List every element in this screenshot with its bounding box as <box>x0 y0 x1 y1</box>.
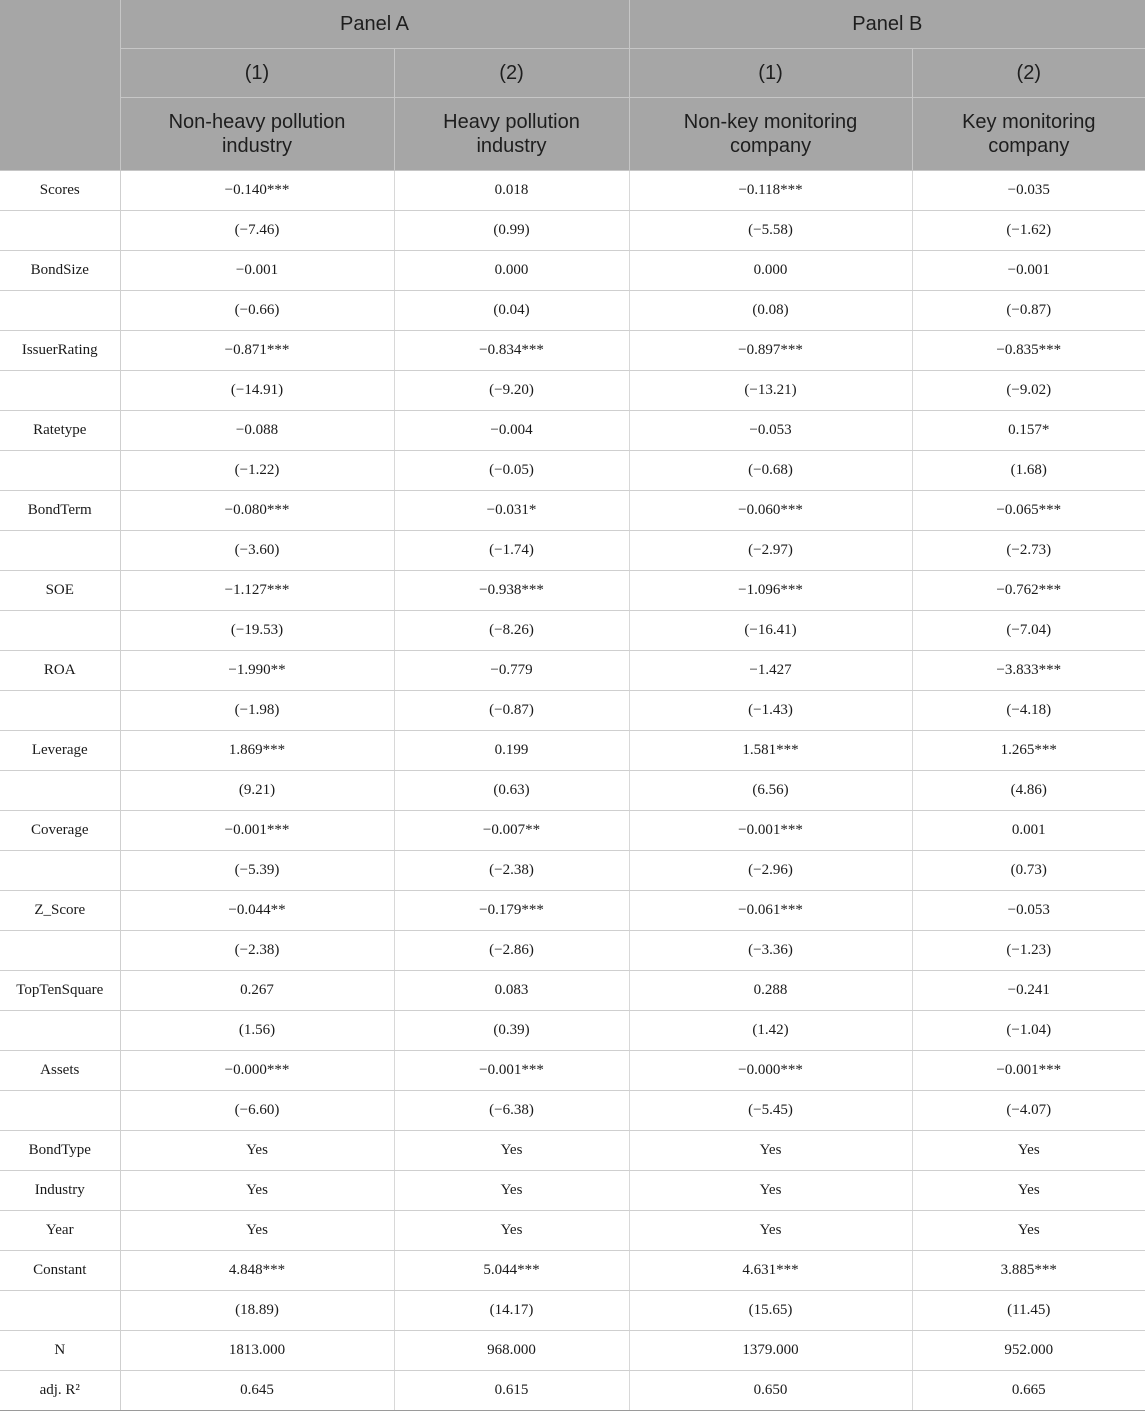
value-cell: Yes <box>394 1211 629 1251</box>
row-label <box>0 371 120 411</box>
value-cell: −0.035 <box>912 171 1145 211</box>
t-stat-cell: (14.17) <box>394 1291 629 1331</box>
t-stat-cell: (−1.23) <box>912 931 1145 971</box>
t-stat-cell: (−2.38) <box>394 851 629 891</box>
row-label <box>0 1291 120 1331</box>
value-cell: −0.060*** <box>629 491 912 531</box>
row-label: IssuerRating <box>0 331 120 371</box>
table-row <box>0 971 1145 1011</box>
table-row <box>0 571 1145 611</box>
row-label <box>0 611 120 651</box>
value-cell: −1.096*** <box>629 571 912 611</box>
table-row <box>0 531 1145 571</box>
value-cell: 0.001 <box>912 811 1145 851</box>
t-stat-cell: (−0.68) <box>629 451 912 491</box>
row-label <box>0 1011 120 1051</box>
table-row <box>0 251 1145 291</box>
t-stat-cell: (−16.41) <box>629 611 912 651</box>
row-label: Ratetype <box>0 411 120 451</box>
value-cell: Yes <box>629 1211 912 1251</box>
value-cell: 4.631*** <box>629 1251 912 1291</box>
value-cell: −0.140*** <box>120 171 394 211</box>
value-cell: 0.199 <box>394 731 629 771</box>
value-cell: −0.065*** <box>912 491 1145 531</box>
table-row <box>0 1211 1145 1251</box>
t-stat-cell: (−7.46) <box>120 211 394 251</box>
row-label: Leverage <box>0 731 120 771</box>
value-cell: Yes <box>912 1171 1145 1211</box>
t-stat-cell: (−6.60) <box>120 1091 394 1131</box>
value-cell: −1.990** <box>120 651 394 691</box>
value-cell: 0.157* <box>912 411 1145 451</box>
value-cell: 968.000 <box>394 1331 629 1371</box>
value-cell: 0.083 <box>394 971 629 1011</box>
row-label: SOE <box>0 571 120 611</box>
t-stat-cell: (−4.07) <box>912 1091 1145 1131</box>
row-label <box>0 291 120 331</box>
value-cell: −0.088 <box>120 411 394 451</box>
value-cell: −0.031* <box>394 491 629 531</box>
t-stat-cell: (−3.36) <box>629 931 912 971</box>
row-label: TopTenSquare <box>0 971 120 1011</box>
value-cell: 3.885*** <box>912 1251 1145 1291</box>
table-row <box>0 1331 1145 1371</box>
value-cell: Yes <box>394 1131 629 1171</box>
value-cell: 0.645 <box>120 1371 394 1411</box>
row-label: BondTerm <box>0 491 120 531</box>
value-cell: −0.179*** <box>394 891 629 931</box>
value-cell: −0.001*** <box>394 1051 629 1091</box>
t-stat-cell: (−2.96) <box>629 851 912 891</box>
value-cell: −0.118*** <box>629 171 912 211</box>
table-row <box>0 1131 1145 1171</box>
t-stat-cell: (−4.18) <box>912 691 1145 731</box>
value-cell: 5.044*** <box>394 1251 629 1291</box>
t-stat-cell: (0.08) <box>629 291 912 331</box>
value-cell: −0.762*** <box>912 571 1145 611</box>
table-row <box>0 1011 1145 1051</box>
t-stat-cell: (0.04) <box>394 291 629 331</box>
t-stat-cell: (−5.45) <box>629 1091 912 1131</box>
table-row <box>0 1091 1145 1131</box>
t-stat-cell: (−0.87) <box>912 291 1145 331</box>
value-cell: −0.241 <box>912 971 1145 1011</box>
value-cell: 1.265*** <box>912 731 1145 771</box>
t-stat-cell: (−2.86) <box>394 931 629 971</box>
t-stat-cell: (15.65) <box>629 1291 912 1331</box>
t-stat-cell: (−2.73) <box>912 531 1145 571</box>
value-cell: −0.897*** <box>629 331 912 371</box>
table-row <box>0 331 1145 371</box>
t-stat-cell: (−0.87) <box>394 691 629 731</box>
value-cell: 0.000 <box>629 251 912 291</box>
table-row <box>0 731 1145 771</box>
column-number-row <box>0 49 1145 98</box>
column-number: (2) <box>394 49 629 98</box>
t-stat-cell: (−2.97) <box>629 531 912 571</box>
value-cell: −0.779 <box>394 651 629 691</box>
row-label <box>0 771 120 811</box>
t-stat-cell: (1.56) <box>120 1011 394 1051</box>
column-label: Non-heavy pollution industry <box>120 98 394 171</box>
column-number: (2) <box>912 49 1145 98</box>
value-cell: 1.581*** <box>629 731 912 771</box>
table-body <box>0 171 1145 1411</box>
row-label <box>0 931 120 971</box>
row-label: Z_Score <box>0 891 120 931</box>
table-row <box>0 491 1145 531</box>
value-cell: −1.427 <box>629 651 912 691</box>
row-label: adj. R² <box>0 1371 120 1411</box>
t-stat-cell: (−1.22) <box>120 451 394 491</box>
row-label: Coverage <box>0 811 120 851</box>
t-stat-cell: (−6.38) <box>394 1091 629 1131</box>
row-label: ROA <box>0 651 120 691</box>
value-cell: 0.665 <box>912 1371 1145 1411</box>
value-cell: −0.001 <box>912 251 1145 291</box>
table-header <box>0 0 1145 171</box>
table-row <box>0 171 1145 211</box>
value-cell: Yes <box>120 1211 394 1251</box>
row-label: Assets <box>0 1051 120 1091</box>
column-label: Non-key monitoring company <box>629 98 912 171</box>
t-stat-cell: (−1.62) <box>912 211 1145 251</box>
t-stat-cell: (−5.39) <box>120 851 394 891</box>
table-row <box>0 1051 1145 1091</box>
value-cell: −1.127*** <box>120 571 394 611</box>
t-stat-cell: (−5.58) <box>629 211 912 251</box>
t-stat-cell: (9.21) <box>120 771 394 811</box>
value-cell: −0.835*** <box>912 331 1145 371</box>
value-cell: −0.007** <box>394 811 629 851</box>
table-row <box>0 451 1145 491</box>
column-label-row <box>0 98 1145 171</box>
table-row <box>0 931 1145 971</box>
t-stat-cell: (−13.21) <box>629 371 912 411</box>
table-row <box>0 371 1145 411</box>
value-cell: 952.000 <box>912 1331 1145 1371</box>
t-stat-cell: (1.68) <box>912 451 1145 491</box>
value-cell: −0.001*** <box>120 811 394 851</box>
t-stat-cell: (0.63) <box>394 771 629 811</box>
row-label <box>0 451 120 491</box>
value-cell: Yes <box>394 1171 629 1211</box>
value-cell: 0.000 <box>394 251 629 291</box>
row-label: Industry <box>0 1171 120 1211</box>
t-stat-cell: (−19.53) <box>120 611 394 651</box>
table-row <box>0 1371 1145 1411</box>
row-label <box>0 1091 120 1131</box>
t-stat-cell: (0.73) <box>912 851 1145 891</box>
value-cell: −0.938*** <box>394 571 629 611</box>
value-cell: 4.848*** <box>120 1251 394 1291</box>
value-cell: −0.001*** <box>629 811 912 851</box>
t-stat-cell: (−8.26) <box>394 611 629 651</box>
t-stat-cell: (−0.66) <box>120 291 394 331</box>
t-stat-cell: (−9.02) <box>912 371 1145 411</box>
column-label: Key monitoring company <box>912 98 1145 171</box>
table-row <box>0 1291 1145 1331</box>
table-row <box>0 851 1145 891</box>
value-cell: 1.869*** <box>120 731 394 771</box>
table-row <box>0 811 1145 851</box>
value-cell: −0.053 <box>912 891 1145 931</box>
panel-header-row <box>0 0 1145 49</box>
table-row <box>0 291 1145 331</box>
value-cell: 0.650 <box>629 1371 912 1411</box>
t-stat-cell: (1.42) <box>629 1011 912 1051</box>
value-cell: 1813.000 <box>120 1331 394 1371</box>
t-stat-cell: (0.39) <box>394 1011 629 1051</box>
value-cell: −0.061*** <box>629 891 912 931</box>
t-stat-cell: (−7.04) <box>912 611 1145 651</box>
t-stat-cell: (0.99) <box>394 211 629 251</box>
table-row <box>0 891 1145 931</box>
table-row <box>0 1251 1145 1291</box>
value-cell: Yes <box>120 1131 394 1171</box>
value-cell: Yes <box>629 1131 912 1171</box>
t-stat-cell: (−14.91) <box>120 371 394 411</box>
value-cell: 0.288 <box>629 971 912 1011</box>
table-row <box>0 611 1145 651</box>
value-cell: −0.004 <box>394 411 629 451</box>
t-stat-cell: (18.89) <box>120 1291 394 1331</box>
value-cell: −0.834*** <box>394 331 629 371</box>
corner-cell <box>0 0 120 171</box>
table-row <box>0 411 1145 451</box>
value-cell: −0.000*** <box>629 1051 912 1091</box>
t-stat-cell: (−1.04) <box>912 1011 1145 1051</box>
table-row <box>0 771 1145 811</box>
value-cell: −3.833*** <box>912 651 1145 691</box>
row-label <box>0 691 120 731</box>
value-cell: −0.001 <box>120 251 394 291</box>
value-cell: 0.615 <box>394 1371 629 1411</box>
row-label <box>0 211 120 251</box>
t-stat-cell: (−1.98) <box>120 691 394 731</box>
value-cell: 1379.000 <box>629 1331 912 1371</box>
column-label: Heavy pollution industry <box>394 98 629 171</box>
value-cell: Yes <box>629 1171 912 1211</box>
value-cell: −0.871*** <box>120 331 394 371</box>
value-cell: 0.267 <box>120 971 394 1011</box>
value-cell: Yes <box>912 1131 1145 1171</box>
value-cell: −0.000*** <box>120 1051 394 1091</box>
t-stat-cell: (−3.60) <box>120 531 394 571</box>
column-number: (1) <box>120 49 394 98</box>
t-stat-cell: (6.56) <box>629 771 912 811</box>
row-label: Constant <box>0 1251 120 1291</box>
panel-a-header: Panel A <box>120 0 629 49</box>
table-row <box>0 651 1145 691</box>
row-label: BondSize <box>0 251 120 291</box>
value-cell: Yes <box>912 1211 1145 1251</box>
t-stat-cell: (4.86) <box>912 771 1145 811</box>
table-row <box>0 1171 1145 1211</box>
table-row <box>0 211 1145 251</box>
row-label: BondType <box>0 1131 120 1171</box>
value-cell: −0.080*** <box>120 491 394 531</box>
row-label <box>0 531 120 571</box>
row-label: Scores <box>0 171 120 211</box>
t-stat-cell: (−0.05) <box>394 451 629 491</box>
column-number: (1) <box>629 49 912 98</box>
row-label: N <box>0 1331 120 1371</box>
t-stat-cell: (−2.38) <box>120 931 394 971</box>
value-cell: −0.001*** <box>912 1051 1145 1091</box>
value-cell: Yes <box>120 1171 394 1211</box>
row-label <box>0 851 120 891</box>
value-cell: −0.044** <box>120 891 394 931</box>
t-stat-cell: (−1.43) <box>629 691 912 731</box>
value-cell: −0.053 <box>629 411 912 451</box>
table-row <box>0 691 1145 731</box>
t-stat-cell: (−9.20) <box>394 371 629 411</box>
t-stat-cell: (−1.74) <box>394 531 629 571</box>
t-stat-cell: (11.45) <box>912 1291 1145 1331</box>
value-cell: 0.018 <box>394 171 629 211</box>
row-label: Year <box>0 1211 120 1251</box>
panel-b-header: Panel B <box>629 0 1145 49</box>
